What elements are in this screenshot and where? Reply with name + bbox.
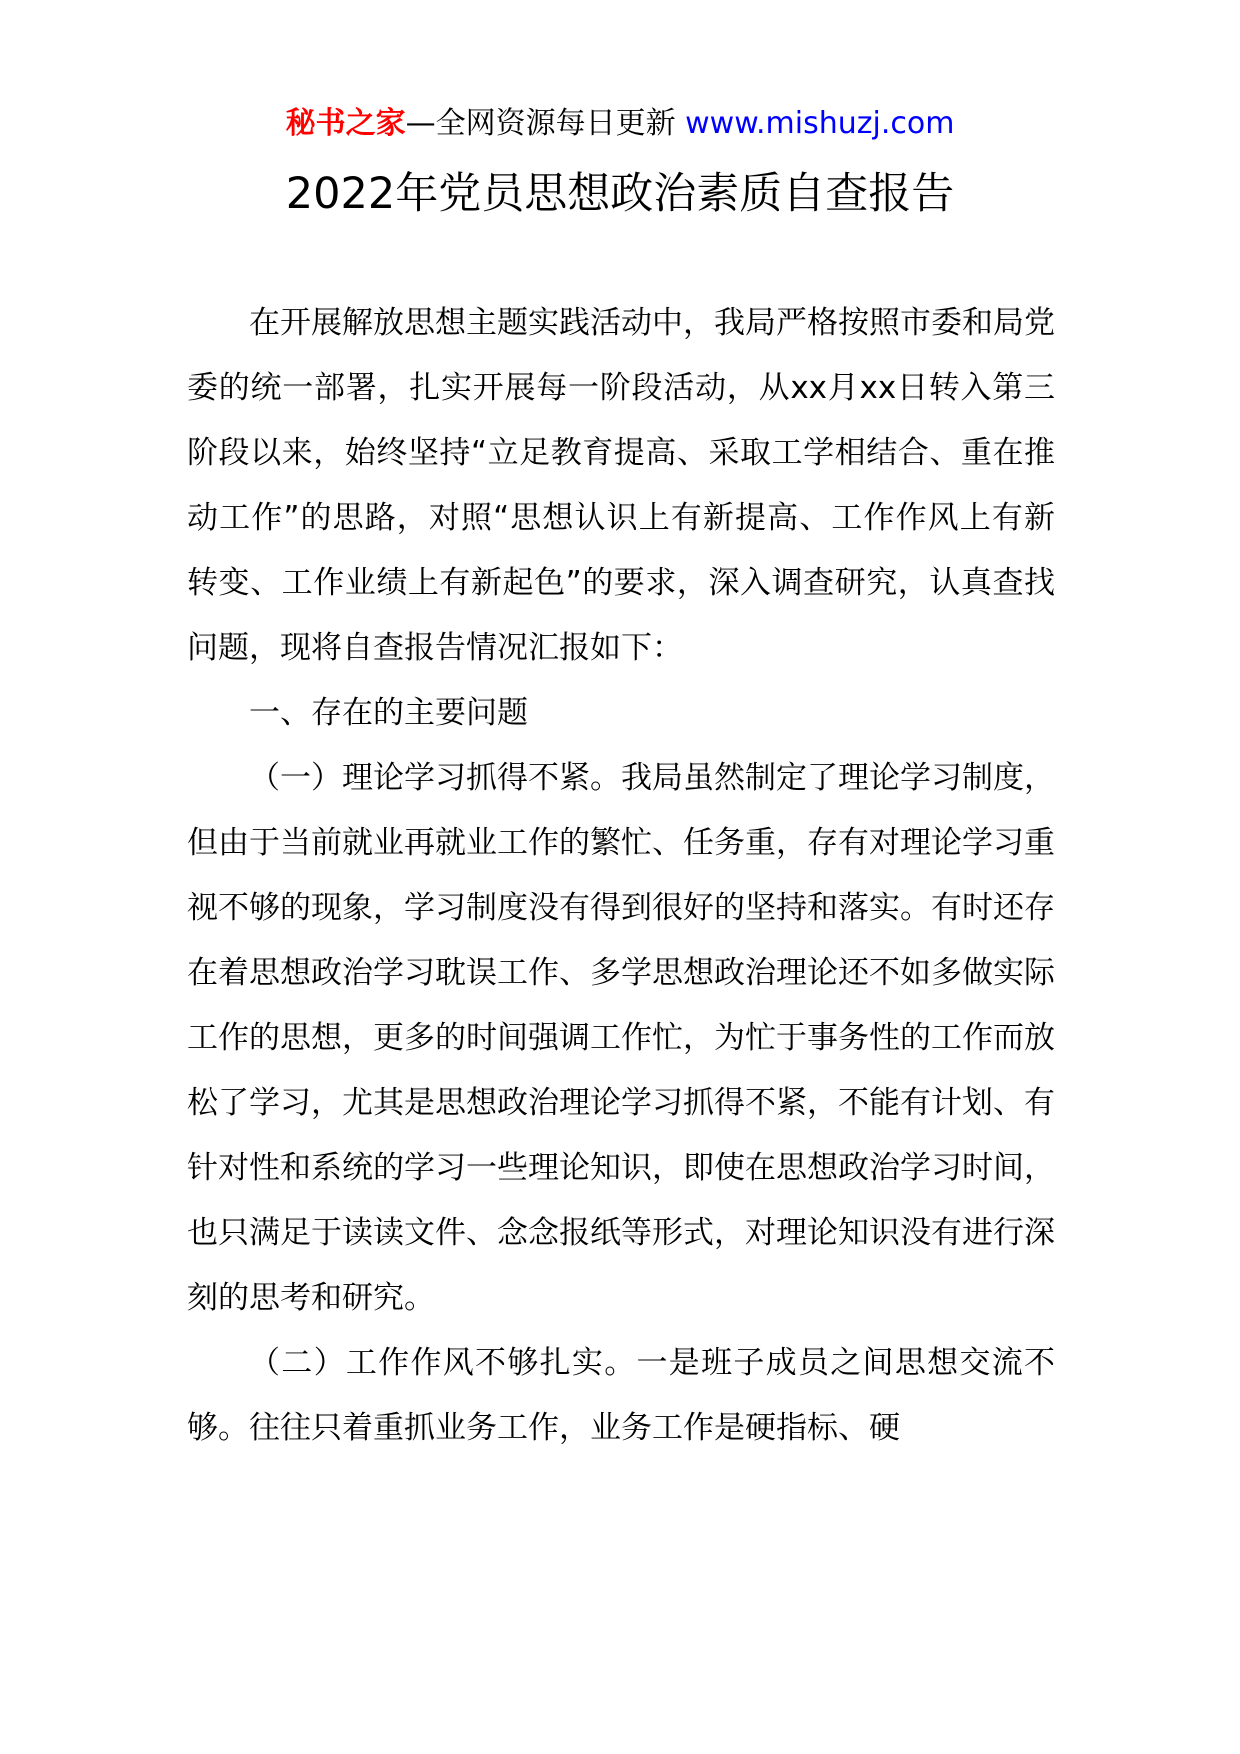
site-banner [0, 100, 1240, 148]
document-body [187, 291, 1055, 1461]
brand-name: 秘书之家 [285, 106, 406, 141]
site-url-link[interactable]: www.mishuzj.com [685, 106, 955, 141]
section-heading: 一、存在的主要问题 [249, 695, 528, 731]
issue-paragraph-2: （二）工作作风不够扎实。一是班子成员之间思想交流不够。往往只着重抓业务工作，业务工作是硬指标、硬 [187, 1345, 1055, 1446]
document-title: 2022年党员思想政治素质自查报告 [285, 169, 955, 219]
banner-tagline: —全网资源每日更新 [405, 106, 686, 141]
intro-paragraph: 在开展解放思想主题实践活动中，我局严格按照市委和局党委的统一部署，扎实开展每一阶段活动，从xx月xx日转入第三阶段以来，始终坚持“立足教育提高、采取工学相结合、重在推动工作”的思路，对照“思想认识上有新提高、工作作风上有新转变、工作业绩上有新起色”的要求，深入调查研究，认真查找问题，现将自查报告情况汇报如下： [187, 305, 1055, 666]
issue-paragraph-1: （一）理论学习抓得不紧。我局虽然制定了理论学习制度，但由于当前就业再就业工作的繁忙、任务重，存有对理论学习重视不够的现象，学习制度没有得到很好的坚持和落实。有时还存在着思想政治学习耽误工作、多学思想政治理论还不如多做实际工作的思想，更多的时间强调工作忙，为忙于事务性的工作而放松了学习，尤其是思想政治理论学习抓得不紧，不能有计划、有针对性和系统的学习一些理论知识，即使在思想政治学习时间，也只满足于读读文件、念念报纸等形式，对理论知识没有进行深刻的思考和研究。 [187, 760, 1055, 1316]
